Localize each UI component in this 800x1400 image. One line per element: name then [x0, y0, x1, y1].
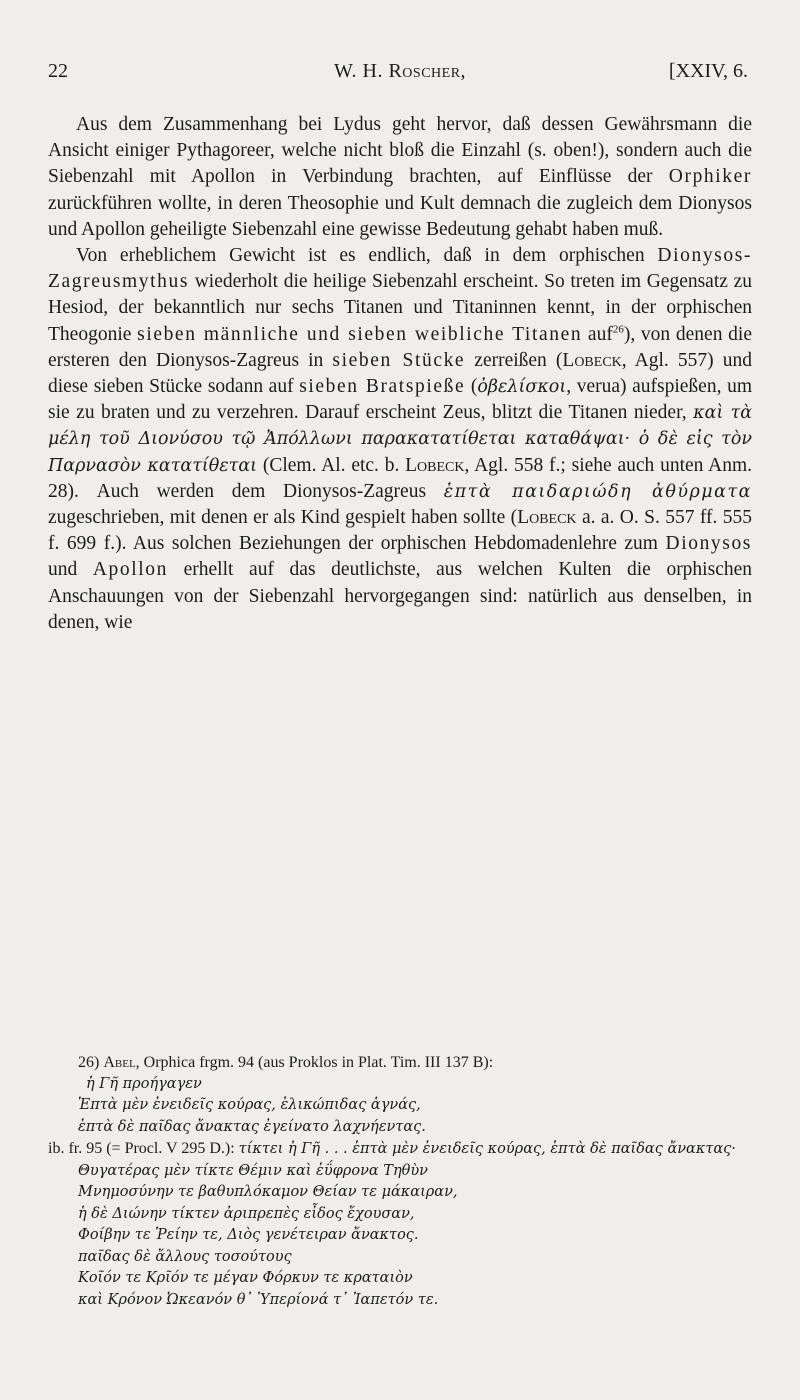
spaced-term-orphiker: Orphiker: [668, 166, 752, 188]
verse-block-1: [48, 1074, 752, 1139]
spaced-term-stuecke: sieben Stücke: [332, 349, 466, 371]
main-text: [48, 112, 752, 636]
text-run: , verua) aufspießen, um sie zu braten und zu verzehren. Darauf erscheint Zeus, blitzt die Titanen nieder,: [48, 376, 752, 424]
text-run: zurückführen wollte, in deren Theosophie und Kult demnach die zugleich dem Dionysos und Apollon geheiligte Siebenzahl eine gewisse Bedeutung gehabt haben muß.: [48, 192, 752, 240]
text-run: Von erheblichem Gewicht ist es endlich, daß in dem orphischen: [76, 245, 658, 267]
text-run: (: [465, 376, 478, 398]
page-number: 22: [48, 60, 68, 82]
text-run: wiederholt die heilige Siebenzahl erscheint. So treten im Gegensatz zu Hesiod, der bekanntlich nur sechs Titanen und Titaninnen kennt, in der orphischen Theogonie: [48, 271, 752, 345]
greek-quote: καὶ τὰ μέλη τοῦ Διονύσου τῷ Ἀπόλλωνι παρακατατίθεται καταθάψαι· ὁ δὲ εἰς τὸν Παρνασὸν κατατίθεται: [48, 403, 753, 476]
paragraph-2: [48, 243, 752, 636]
text-run: und: [48, 559, 93, 581]
verse-line: Φοίβην τε Ῥείην τε, Διὸς γενέτειραν ἄνακτος.: [78, 1227, 419, 1243]
greek-quote: τίκτει ἡ Γῆ . . . ἑπτὰ μὲν ἐνειδεῖς κούρας, ἑπτὰ δὲ παῖδας ἄνακτας·: [238, 1141, 736, 1157]
running-head-author: W. H. Roscher,: [333, 60, 467, 82]
text-run: zugeschrieben, mit denen er als Kind gespielt haben sollte (: [48, 507, 518, 529]
greek-text: ὀβελίσκοι: [477, 377, 567, 398]
text-run: a. a. O. S. 557 ff. 555 f. 699 f.). Aus solchen Beziehungen der orphischen Hebdomadenlehre zum: [48, 507, 752, 555]
spaced-term-myth: Dionysos-Zagreusmythus: [48, 245, 752, 293]
footnote-reference: 26: [612, 323, 624, 336]
text-run: (Clem. Al. etc. b.: [257, 454, 406, 476]
section-signature: [XXIV, 6.: [668, 60, 748, 82]
verse-line: παῖδας δὲ ἄλλους τοσούτους: [78, 1248, 292, 1265]
spaced-term-titans: sieben männliche und sieben weibliche Titanen: [137, 323, 583, 345]
spaced-term-apollon: Apollon: [92, 559, 168, 581]
text-run: Aus dem Zusammenhang bei Lydus geht hervor, daß dessen Gewährsmann die Ansicht einiger Pythagoreer, welche nicht bloß die Einzahl (s. oben!), sondern auch die Siebenzahl mit Apollon in Verbindung brachten, auf Einflüsse der: [48, 114, 752, 188]
text-run: ), von denen die ersteren den Dionysos-Zagreus in: [48, 323, 753, 371]
text-run: , Agl. 557) und diese sieben Stücke sodann auf: [48, 349, 752, 398]
text-run: , Agl. 558 f.; siehe auch unten Anm. 28). Auch werden dem Dionysos-Zagreus: [48, 454, 752, 502]
verse-line: Θυγατέρας μὲν τίκτε Θέμιν καὶ ἐΰφρονα Τηθὺν: [78, 1162, 428, 1179]
footnote-26: [48, 1052, 752, 1311]
author-name: Abel: [103, 1054, 136, 1071]
text-run: erhellt auf das deutlichste, aus welchen Kulten die orphischen Anschauungen von der Siebenzahl hervorgegangen sind: natürlich aus denselben, in denen, wie: [48, 559, 753, 633]
author-name: Lobeck: [405, 454, 465, 476]
text-run: auf: [582, 323, 613, 345]
verse-block-2: [48, 1161, 752, 1312]
footnote-line: [48, 1138, 752, 1161]
greek-quote: ἑπτὰ παιδαριώδη ἀθύρματα: [443, 481, 752, 502]
footnote-line: [48, 1052, 752, 1074]
running-header: [0, 60, 800, 90]
text-run: , Orphica frgm. 94 (aus Proklos in Plat. Tim. III 137 B):: [135, 1054, 494, 1071]
text-run: ib. fr. 95 (= Procl. V 295 D.):: [48, 1140, 239, 1157]
author-name: Lobeck: [562, 349, 622, 371]
author-name: Lobeck: [517, 507, 577, 529]
verse-line: ἡ Γῆ προήγαγεν: [86, 1075, 202, 1092]
verse-line: Μνημοσύνην τε βαθυπλόκαμον Θείαν τε μάκαιραν,: [78, 1184, 458, 1200]
paragraph-1: [48, 112, 752, 243]
verse-line: καὶ Κρόνον Ὠκεανόν θ᾽ Ὑπερίονά τ᾽ Ἰαπετόν τε.: [78, 1291, 439, 1308]
verse-line: ἡ δὲ Διώνην τίκτεν ἀριπρεπὲς εἶδος ἔχουσαν,: [78, 1205, 415, 1222]
verse-line: Ἑπτὰ μὲν ἐνειδεῖς κούρας, ἑλικώπιδας ἁγνάς,: [78, 1097, 421, 1113]
spaced-term-spiesse: sieben Bratspieße: [299, 376, 466, 398]
verse-line: ἑπτὰ δὲ παῖδας ἄνακτας ἐγείνατο λαχνήεντας.: [78, 1118, 426, 1135]
verse-line: Κοῖόν τε Κρῖόν τε μέγαν Φόρκυν τε κραταιὸν: [78, 1270, 413, 1286]
spaced-term-dionysos: Dionysos: [665, 533, 752, 555]
text-run: zerreißen (: [465, 349, 563, 371]
footnote-number: 26): [78, 1054, 100, 1071]
